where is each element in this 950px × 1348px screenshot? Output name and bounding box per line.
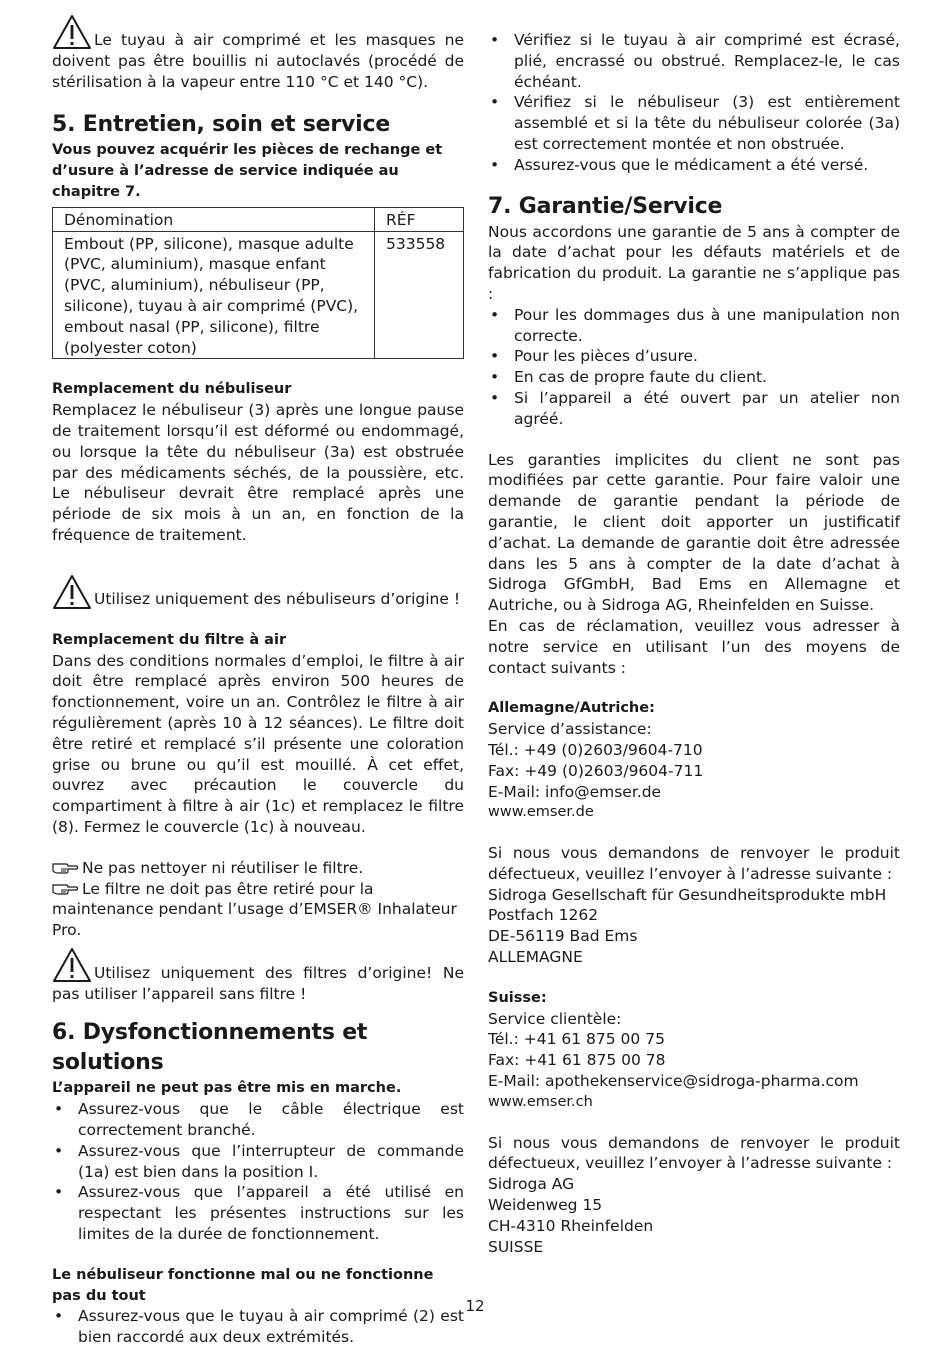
contact-intro: En cas de réclamation, veuillez vous adresser à notre service en utilisant l’un des moyens de contact suivants :: [488, 616, 900, 677]
list-item: • Assurez-vous que l’interrupteur de commande (1a) est bien dans la position I.: [52, 1141, 464, 1183]
germany-heading: Allemagne/Autriche:: [488, 700, 655, 717]
list-item: • Vérifiez si le nébuliseur (3) est entièrement assemblé et si la tête du nébuliseur colorée (3a) est correctement montée et non obstruée.: [488, 92, 900, 154]
table-header-cell: RÉF: [375, 207, 464, 231]
table-header-row: [53, 207, 464, 231]
warning-text: Le tuyau à air comprimé et les masques ne doivent pas être bouillis ni autoclavés (procédé de stérilisation à la vapeur entre 110 °C et 140 °C).: [52, 31, 464, 91]
warning-text: Utilisez uniquement des nébuliseurs d’origine !: [94, 589, 461, 608]
spare-parts-table: [52, 207, 464, 360]
list-item: • Assurez-vous que l’appareil a été utilisé en respectant les présentes instructions sur les limites de la durée de fonctionnement.: [52, 1182, 464, 1244]
email-line: E-Mail: apothekenservice@sidroga-pharma.com: [488, 1072, 859, 1091]
section-5-intro: Vous pouvez acquérir les pièces de rechange et d’usure à l’adresse de service indiquée au chapitre 7.: [52, 142, 443, 200]
note-line: [52, 858, 464, 879]
address-line: ALLEMAGNE: [488, 948, 583, 967]
address-line: Sidroga Gesellschaft für Gesundheitsprodukte mbH: [488, 885, 887, 904]
email-line: E-Mail: info@emser.de: [488, 782, 662, 801]
section-7-intro: Nous accordons une garantie de 5 ans à compter de la date d’achat pour les défauts matériels et de fabrication du produit. La garantie ne s’applique pas :: [488, 222, 900, 303]
website-link[interactable]: www.emser.de: [488, 804, 594, 821]
list-item: • Assurez-vous que le câble électrique est correctement branché.: [52, 1099, 464, 1141]
warranty-paragraph: Les garanties implicites du client ne sont pas modifiées par cette garantie. Pour faire valoir une demande de garantie pendant la période de garantie, le client doit apporter un justificatif d’achat. La demande de garantie doit être adressée dans les 5 ans à compter de la date d’achat à Sidroga GfGmbH, Bad Ems en Allemagne et Autriche, ou à Sidroga AG, Rheinfelden en Suisse.: [488, 450, 900, 615]
list-item: • Vérifiez si le tuyau à air comprimé est écrasé, plié, encrassé ou obstrué. Remplacez-le, le cas échéant.: [488, 30, 900, 92]
pointing-hand-icon: [52, 881, 78, 895]
section-7-title: 7. Garantie/Service: [488, 193, 723, 219]
website-link[interactable]: www.emser.ch: [488, 1093, 593, 1110]
bullet-list: [488, 305, 900, 430]
list-item: • En cas de propre faute du client.: [488, 367, 900, 388]
table-row: [53, 231, 464, 359]
address-line: Sidroga AG: [488, 1175, 575, 1194]
nebulizer-heading: Remplacement du nébuliseur: [52, 381, 292, 398]
section-6-sub2: Le nébuliseur fonctionne mal ou ne fonctionne pas du tout: [52, 1266, 434, 1304]
list-item: • Pour les dommages dus à une manipulation non correcte.: [488, 305, 900, 347]
address-line: DE-56119 Bad Ems: [488, 927, 638, 946]
filter-heading: Remplacement du filtre à air: [52, 631, 287, 648]
warning-triangle-icon: [52, 574, 92, 610]
note-text: Le filtre ne doit pas être retiré pour la maintenance pendant l’usage d’EMSER® Inhalateur Pro.: [52, 879, 457, 940]
section-6-title: 6. Dysfonctionnements et solutions: [52, 1020, 368, 1076]
phone-line: Tél.: +49 (0)2603/9604-710: [488, 740, 703, 759]
note-line: [52, 879, 464, 941]
section-6-sub1: L’appareil ne peut pas être mis en marche.: [52, 1080, 402, 1097]
warning-paragraph: [52, 30, 464, 92]
address-line: Postfach 1262: [488, 906, 599, 925]
warning-triangle-icon: [52, 947, 92, 983]
left-column: [52, 30, 464, 1348]
fax-line: Fax: +41 61 875 00 78: [488, 1051, 666, 1070]
nebulizer-text: Remplacez le nébuliseur (3) après une longue pause de traitement lorsqu’il est déformé ou endommagé, ou lorsque la tête du nébuliseur (3a) est obstruée par des médicaments séchés, de la poussière, etc. Le nébuliseur devrait être remplacé après une période de six mois à un an, en fonction de la fréquence de traitement.: [52, 401, 464, 544]
warning-row: [52, 574, 464, 610]
section-5-title: 5. Entretien, soin et service: [52, 112, 391, 138]
return-text: Si nous vous demandons de renvoyer le produit défectueux, veuillez l’envoyer à l’adresse suivante :: [488, 844, 900, 883]
contact-line: Service d’assistance:: [488, 720, 652, 739]
address-line: Weidenweg 15: [488, 1196, 603, 1215]
table-header-cell: Dénomination: [53, 207, 375, 231]
bullet-list: [52, 1099, 464, 1245]
warning-paragraph: [52, 963, 464, 1005]
list-item: • Si l’appareil a été ouvert par un atelier non agréé.: [488, 388, 900, 430]
return-text: Si nous vous demandons de renvoyer le produit défectueux, veuillez l’envoyer à l’adresse suivante :: [488, 1133, 900, 1173]
list-item: • Pour les pièces d’usure.: [488, 346, 900, 367]
list-item: • Assurez-vous que le tuyau à air comprimé (2) est bien raccordé aux deux extrémités.: [52, 1306, 464, 1348]
page-number: 12: [465, 1297, 485, 1315]
address-line: SUISSE: [488, 1237, 544, 1256]
list-item: • Assurez-vous que le médicament a été versé.: [488, 155, 900, 176]
address-line: CH-4310 Rheinfelden: [488, 1216, 654, 1235]
phone-line: Tél.: +41 61 875 00 75: [488, 1030, 665, 1049]
warning-text: Utilisez uniquement des filtres d’origine! Ne pas utiliser l’appareil sans filtre !: [52, 963, 464, 1003]
switzerland-heading: Suisse:: [488, 989, 547, 1006]
fax-line: Fax: +49 (0)2603/9604-711: [488, 761, 704, 780]
contact-line: Service clientèle:: [488, 1009, 622, 1028]
filter-text: Dans des conditions normales d’emploi, le filtre à air doit être remplacé après environ 500 heures de fonctionnement, voire un an. Contrôlez le filtre à air régulièrement (après 10 à 12 séances). Le filtre doit être retiré et remplacé s’il présente une coloration grise ou brune ou qu’il est mouillé. À cet effet, ouvrez avec précaution le couvercle du compartiment à filtre à air (1c) et remplacez le filtre (8). Fermez le couvercle (1c) à nouveau.: [52, 651, 464, 836]
note-text: Ne pas nettoyer ni réutiliser le filtre.: [82, 858, 364, 877]
bullet-list: [488, 30, 900, 176]
table-cell: Embout (PP, silicone), masque adulte (PVC, aluminium), masque enfant (PVC, aluminium), nébuliseur (PP, silicone), tuyau à air comprimé (PVC), embout nasal (PP, silicone), filtre (polyester coton): [53, 231, 375, 359]
table-cell: 533558: [375, 231, 464, 359]
pointing-hand-icon: [52, 860, 78, 874]
warning-triangle-icon: [52, 14, 92, 50]
right-column: [488, 30, 900, 1257]
